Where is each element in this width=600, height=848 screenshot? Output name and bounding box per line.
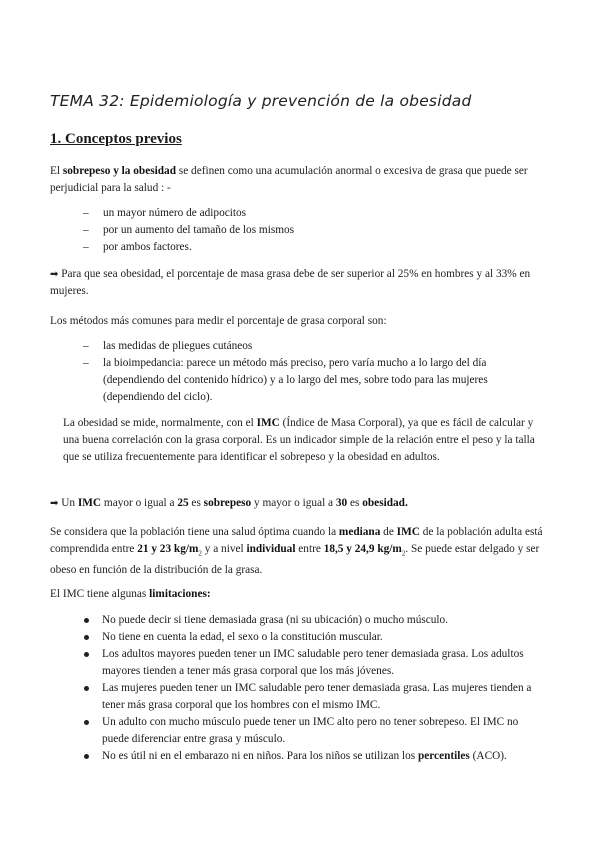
list-item	[84, 714, 536, 748]
text-run: es	[188, 497, 204, 509]
paragraph-limitations	[50, 586, 555, 603]
bold-run: 18,5 y 24,9 kg/m	[323, 543, 402, 555]
bullet-icon	[84, 635, 89, 640]
bold-run: obesidad.	[362, 497, 408, 509]
document-title: TEMA 32: Epidemiología y prevención de la obesidad	[50, 92, 472, 110]
dash-marker: –	[83, 357, 89, 369]
bold-run: sobrepeso y la obesidad	[62, 165, 176, 177]
list-item-text: Los adultos mayores pueden tener un IMC saludable pero tener demasiada grasa. Los adultos mayores tienden a tener más grasa corporal que los más jóvenes.	[102, 648, 524, 677]
text-run: de	[380, 526, 397, 538]
text-run: Se considera que la población tiene una salud óptima cuando la	[50, 526, 339, 538]
list-item	[83, 338, 523, 355]
text-run: La obesidad se mide, normalmente, con el	[63, 417, 257, 429]
list-item-text: No puede decir si tiene demasiada grasa (ni su ubicación) o mucho músculo.	[102, 614, 449, 626]
paragraph-methods	[50, 313, 555, 330]
text-run: No es útil ni en el embarazo ni en niños. Para los niños se utilizan los	[102, 750, 418, 762]
bullet-icon	[84, 720, 89, 725]
bold-run: IMC	[256, 417, 280, 429]
bold-run: 30	[335, 497, 348, 509]
bold-run: 21 y 23 kg/m	[137, 543, 199, 555]
dash-list-causes	[83, 205, 523, 256]
text-run: entre	[295, 543, 324, 555]
list-item-text: Un adulto con mucho músculo puede tener un IMC alto pero no tener sobrepeso. El IMC no puede diferenciar entre grasa y músculo.	[102, 716, 519, 745]
list-item	[84, 612, 536, 629]
dash-marker: –	[83, 340, 89, 352]
bullet-icon	[84, 618, 89, 623]
list-item	[83, 355, 523, 406]
text-run: . Se puede estar delgado y ser obeso en función de la distribución de la grasa.	[50, 543, 540, 577]
list-item	[84, 680, 536, 714]
list-item	[83, 222, 523, 239]
arrow-icon: ➡	[50, 269, 59, 280]
dash-marker: –	[83, 224, 89, 236]
paragraph-definition	[50, 163, 555, 197]
list-item-text: la bioimpedancia: parece un método más preciso, pero varía mucho a lo largo del día (dependiendo del contenido hídrico) y a lo largo del mes, sobre todo para las mujeres (dependiendo del ciclo).	[103, 357, 488, 403]
bullet-list-limitations	[84, 612, 536, 765]
bullet-icon	[84, 686, 89, 691]
text-run: (ACO).	[469, 750, 507, 762]
paragraph-imc-thresholds	[50, 495, 555, 512]
text-run: y a nivel	[201, 543, 247, 555]
bold-run: limitaciones:	[149, 588, 211, 600]
list-item	[83, 205, 523, 222]
list-item-text: por ambos factores.	[103, 241, 192, 253]
paragraph-optimal-health	[50, 524, 555, 579]
list-item	[84, 629, 536, 646]
dash-marker: –	[83, 207, 89, 219]
text-run: mayor o igual a	[101, 497, 178, 509]
text-run: de la población adulta está comprendida entre	[50, 526, 543, 555]
dash-marker: –	[83, 241, 89, 253]
text-run: El IMC tiene algunas	[50, 588, 150, 600]
paragraph-fat-percentage	[50, 266, 550, 300]
arrow-icon: ➡	[50, 498, 59, 509]
text-run: se definen como una acumulación anormal o excesiva de grasa que puede ser perjudicial para la salud : -	[50, 165, 528, 194]
list-item-text: las medidas de pliegues cutáneos	[103, 340, 253, 352]
text-run: Para que sea obesidad, el porcentaje de masa grasa debe de ser superior al 25% en hombres y al 33% en mujeres.	[50, 268, 531, 297]
list-item	[84, 748, 536, 765]
bold-run: IMC	[77, 497, 102, 509]
list-item	[84, 646, 536, 680]
dash-list-methods	[83, 338, 523, 406]
list-item-text: No tiene en cuenta la edad, el sexo o la constitución muscular.	[102, 631, 383, 643]
subscript: 2	[401, 549, 406, 558]
list-item	[83, 239, 523, 256]
text-run: (Índice de Masa Corporal), ya que es fácil de calcular y una buena correlación con la grasa corporal. Es un indicador simple de la relación entre el peso y la talla que se utiliza frecuentemente para identificar el sobrepeso y la obesidad en adultos.	[63, 417, 535, 463]
list-item-text: Las mujeres pueden tener un IMC saludable pero tener demasiada grasa. Las mujeres tienden a tener más grasa corporal que los hombres con el mismo IMC.	[102, 682, 532, 711]
paragraph-imc	[63, 415, 551, 466]
bold-run: percentiles	[417, 750, 470, 762]
text-run: es	[347, 497, 363, 509]
text-run: Un	[58, 497, 78, 509]
bold-run: IMC	[396, 526, 420, 538]
bold-run: sobrepeso	[203, 497, 252, 509]
bold-run: 25	[177, 497, 189, 509]
text-run: El	[50, 165, 63, 177]
bold-run: mediana	[338, 526, 381, 538]
list-item-text: un mayor número de adipocitos	[103, 207, 247, 219]
subscript: 2	[198, 549, 202, 558]
section-heading: 1. Conceptos previos	[50, 131, 182, 147]
bold-run: individual	[246, 543, 296, 555]
text-run: y mayor o igual a	[251, 497, 336, 509]
bullet-icon	[84, 652, 89, 657]
text-run: Los métodos más comunes para medir el porcentaje de grasa corporal son:	[50, 315, 387, 327]
list-item-text: por un aumento del tamaño de los mismos	[103, 224, 295, 236]
bullet-icon	[84, 754, 89, 759]
